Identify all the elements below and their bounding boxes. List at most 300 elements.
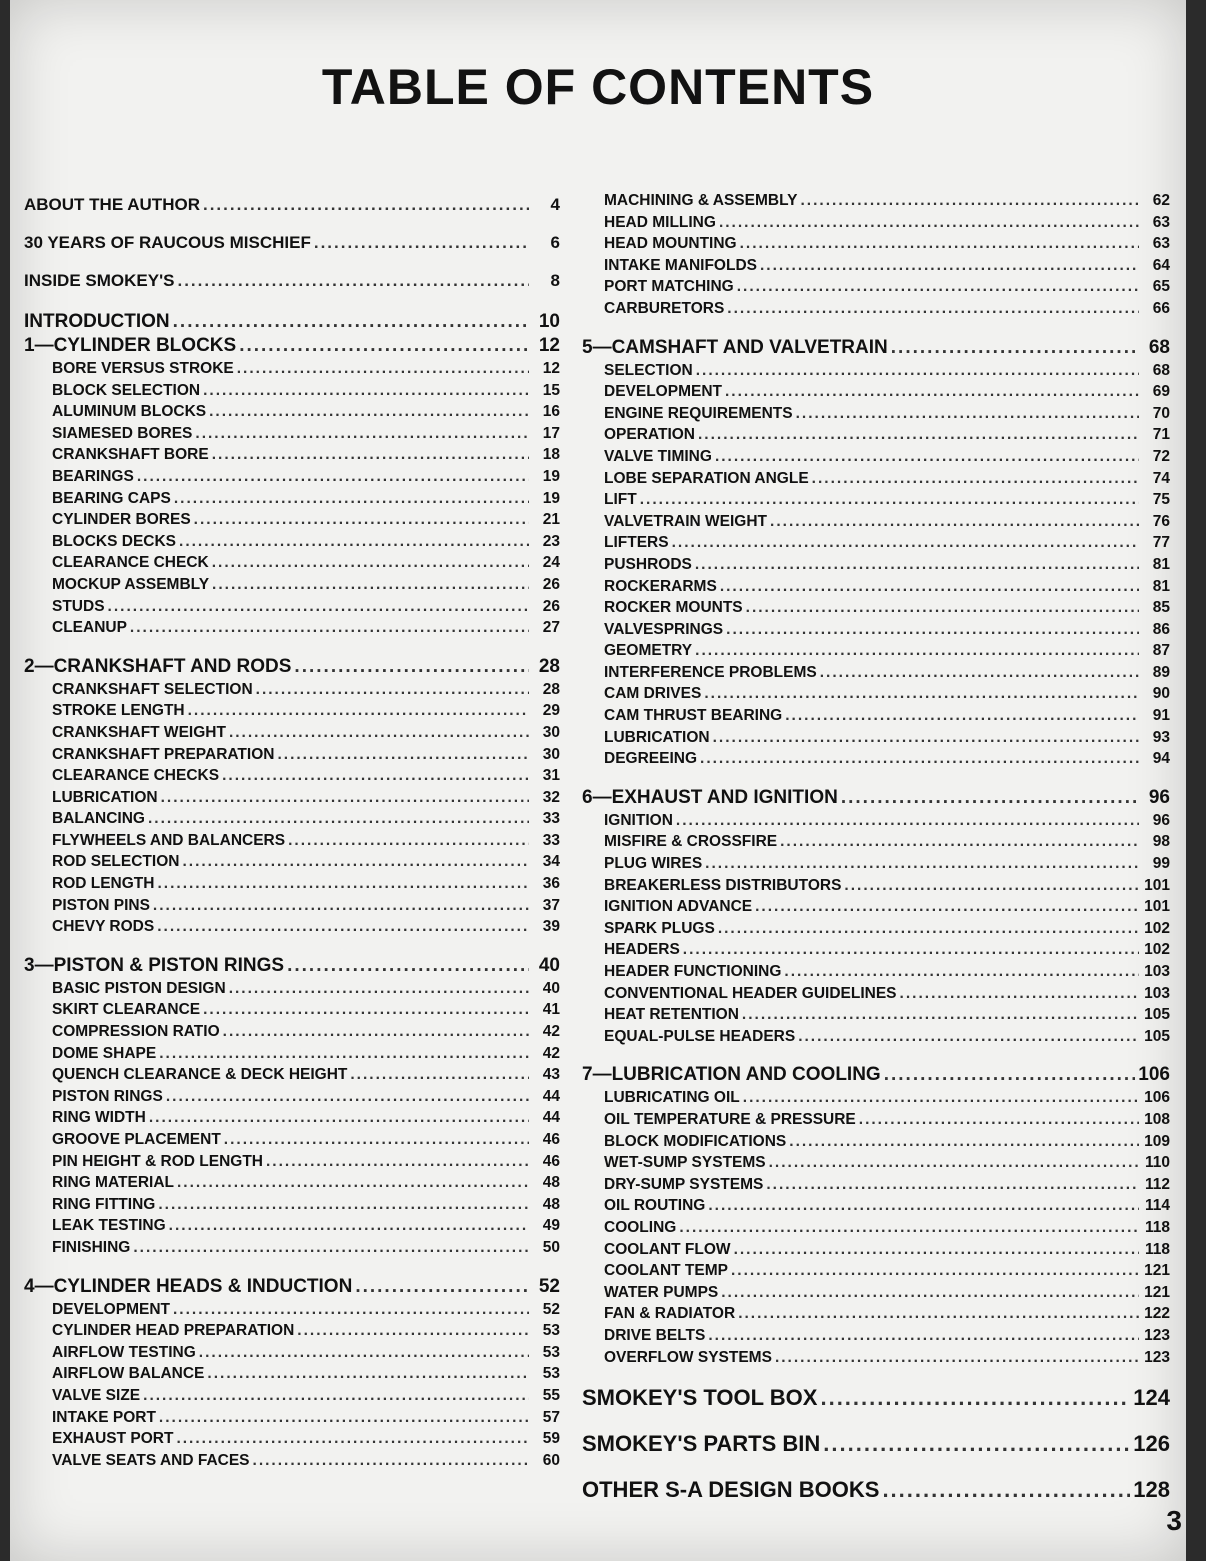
toc-entry-label: RING MATERIAL [52,1174,174,1192]
toc-entry [24,596,560,618]
toc-entry [582,961,1170,983]
toc-entry-page: 70 [1152,404,1170,422]
toc-entry-label: AIRFLOW BALANCE [52,1365,205,1383]
toc-entry-page: 4 [550,195,560,214]
toc-entry-page: 40 [542,979,560,997]
toc-entry [582,1063,1170,1087]
toc-entry-page: 42 [542,1023,560,1041]
toc-entry [24,700,560,722]
toc-entry-label: COOLANT TEMP [604,1262,728,1280]
toc-entry [582,381,1170,403]
dot-leader [672,532,1139,554]
toc-entry-page: 42 [542,1044,560,1062]
toc-entry-page: 75 [1152,491,1170,509]
toc-entry-label: GEOMETRY [604,642,693,660]
dot-leader [820,662,1139,684]
toc-entry-page: 110 [1144,1154,1170,1172]
toc-entry [24,1151,560,1173]
toc-entry-label: MOCKUP ASSEMBLY [52,575,210,593]
dot-leader [177,268,529,294]
dot-leader [679,1217,1139,1239]
toc-entry-page: 106 [1138,1064,1170,1086]
toc-entry-label: CYLINDER BORES [52,511,191,529]
page-title: TABLE OF CONTENTS [321,59,875,115]
dot-leader [203,999,529,1021]
toc-entry [24,1342,560,1364]
toc-entry-page: 6 [550,233,560,252]
toc-entry-page: 77 [1152,534,1170,552]
toc-entry-label: BALANCING [52,810,145,828]
toc-entry-label: ENGINE REQUIREMENTS [604,404,793,422]
toc-entry-label: HEAD MILLING [604,213,716,231]
toc-entry-label: INTAKE PORT [52,1408,156,1426]
toc-entry-label: RING WIDTH [52,1109,146,1127]
dot-leader [725,381,1139,403]
toc-entry [24,1237,560,1259]
toc-entry-page: 46 [542,1131,560,1148]
dot-leader [760,255,1139,277]
toc-entry-label: STUDS [52,597,105,615]
dot-leader [718,918,1139,940]
toc-entry-page: 31 [542,767,560,785]
toc-entry [24,1172,560,1194]
toc-entry-label: 1—CYLINDER BLOCKS [24,335,237,356]
toc-entry-label: COOLANT FLOW [604,1240,731,1258]
toc-entry-label: BLOCKS DECKS [52,532,177,550]
toc-entry [24,999,560,1021]
toc-entry-label: LOBE SEPARATION ANGLE [604,469,809,487]
dot-leader [695,640,1139,662]
toc-entry-label: DEGREEING [604,750,698,768]
toc-entry [24,423,560,445]
dot-leader [798,1026,1139,1048]
toc-entry-page: 74 [1152,469,1170,487]
toc-entry [582,983,1170,1005]
toc-entry-label: PUSHRODS [604,555,692,573]
dot-leader [166,1086,529,1108]
toc-entry [24,808,560,830]
toc-entry [24,1107,560,1129]
toc-entry [582,1384,1170,1412]
toc-entry [24,1363,560,1385]
page-number: 3 [1166,1505,1182,1536]
toc-entry-label: DRY-SUMP SYSTEMS [604,1175,764,1193]
toc-entry-label: BREAKERLESS DISTRIBUTORS [604,876,842,894]
dot-leader [176,1428,529,1450]
toc-entry-page: 68 [1152,361,1170,379]
toc-entry-page: 43 [542,1066,560,1084]
toc-entry-label: HEAD MOUNTING [604,235,737,253]
toc-entry [582,1325,1170,1347]
toc-entry-label: INTAKE MANIFOLDS [604,256,757,274]
toc-entry-label: STROKE LENGTH [52,702,185,720]
toc-entry [582,1195,1170,1217]
toc-entry-label: LEAK TESTING [52,1217,166,1235]
toc-entry-label: CRANKSHAFT BORE [52,446,209,464]
toc-entry-label: VALVETRAIN WEIGHT [604,512,768,530]
toc-entry-label: PLUG WIRES [604,855,703,873]
dot-leader [173,310,529,334]
toc-entry-label: FLYWHEELS AND BALANCERS [52,831,286,849]
toc-entry-label: DRIVE BELTS [604,1326,706,1344]
dot-leader [287,954,529,978]
toc-entry-label: OIL ROUTING [604,1197,706,1215]
dot-leader [149,1107,529,1129]
toc-entry-label: CRANKSHAFT WEIGHT [52,723,226,741]
toc-entry [582,1282,1170,1304]
toc-entry-label: INTERFERENCE PROBLEMS [604,663,817,681]
toc-entry-page: 103 [1144,984,1170,1002]
dot-leader [884,1063,1136,1087]
dot-leader [721,1282,1139,1304]
toc-entry-label: ALUMINUM BLOCKS [52,403,207,421]
toc-entry [24,1407,560,1429]
dot-leader [731,1260,1139,1282]
toc-entry-label: VALVE SIZE [52,1386,141,1404]
toc-entry [24,851,560,873]
dot-leader [800,190,1139,212]
toc-entry-label: GROOVE PLACEMENT [52,1131,221,1148]
toc-entry [582,1087,1170,1109]
toc-entry [24,722,560,744]
toc-entry [24,617,560,639]
toc-entry [582,1152,1170,1174]
toc-entry-page: 17 [542,424,560,442]
toc-entry [24,380,560,402]
dot-leader [224,1129,529,1151]
toc-entry-label: MISFIRE & CROSSFIRE [604,833,778,851]
toc-entry [582,576,1170,598]
dot-leader [182,851,529,873]
toc-entry-label: OTHER S-A DESIGN BOOKS [582,1477,880,1503]
toc-entry [24,552,560,574]
toc-entry-page: 33 [542,810,560,828]
toc-entry-page: 85 [1152,599,1170,617]
dot-leader [194,509,529,531]
toc-entry-page: 46 [542,1152,560,1170]
toc-section [24,655,560,938]
dot-leader [179,531,529,553]
toc-entry-page: 29 [542,702,560,720]
toc-entry [582,619,1170,641]
toc-entry [582,1476,1170,1504]
toc-entry-page: 62 [1152,192,1170,209]
toc-entry [582,403,1170,425]
dot-leader [153,895,529,917]
dot-leader [133,1237,529,1259]
toc-entry [24,401,560,423]
toc-entry-page: 28 [542,680,560,698]
dot-leader [823,1430,1130,1458]
dot-leader [708,1195,1139,1217]
toc-entry-page: 41 [542,1001,560,1019]
dot-leader [174,488,529,510]
toc-entry [24,916,560,938]
toc-entry-page: 106 [1144,1089,1170,1107]
toc-entry-label: CLEARANCE CHECKS [52,767,220,785]
dot-leader [734,1239,1139,1261]
dot-leader [169,1215,529,1237]
toc-entry-label: COMPRESSION RATIO [52,1023,220,1041]
toc-entry-label: SIAMESED BORES [52,424,193,442]
toc-section [582,1063,1170,1368]
toc-entry-label: CONVENTIONAL HEADER GUIDELINES [604,984,897,1002]
toc-entry-page: 86 [1152,620,1170,638]
toc-entry [24,1064,560,1086]
toc-entry [24,230,560,256]
toc-entry [24,488,560,510]
dot-leader [350,1064,529,1086]
toc-entry-page: 87 [1152,642,1170,660]
toc-entry [582,896,1170,918]
toc-section [24,192,560,294]
toc-entry [582,212,1170,234]
dot-leader [755,896,1139,918]
dot-leader [780,831,1139,853]
toc-entry-page: 112 [1144,1175,1170,1193]
toc-entry-page: 37 [542,896,560,914]
dot-leader [173,1299,529,1321]
toc-entry-label: VALVE SEATS AND FACES [52,1451,250,1469]
toc-entry-label: PISTON RINGS [52,1087,163,1105]
toc-entry [24,358,560,380]
toc-entry-page: 114 [1144,1197,1170,1215]
dot-leader [158,1194,529,1216]
toc-entry [24,765,560,787]
toc-entry-page: 98 [1152,833,1170,851]
dot-leader [737,276,1139,298]
dot-leader [676,810,1139,832]
toc-entry-page: 44 [542,1109,560,1127]
toc-entry [24,679,560,701]
toc-entry-page: 121 [1144,1283,1170,1301]
toc-entry [582,918,1170,940]
dot-leader [708,1325,1139,1347]
toc-entry-label: VALVE TIMING [604,447,712,465]
dot-leader [199,1342,529,1364]
toc-entry-label: INSIDE SMOKEY'S [24,271,175,290]
book-page [10,0,1186,1561]
toc-section [24,1275,560,1472]
toc-section [582,1384,1170,1504]
toc-entry [582,190,1170,212]
toc-entry [582,298,1170,320]
dot-leader [209,401,529,423]
toc-entry-page: 30 [542,723,560,741]
toc-entry [582,255,1170,277]
toc-entry [582,705,1170,727]
toc-entry-page: 24 [542,554,560,572]
toc-entry [24,1215,560,1237]
toc-entry-page: 96 [1152,811,1170,829]
dot-leader [789,1131,1139,1153]
toc-entry-label: HEAT RETENTION [604,1006,739,1024]
dot-leader [195,423,529,445]
toc-entry [582,1303,1170,1325]
dot-leader [844,875,1139,897]
dot-leader [157,916,529,938]
toc-entry-label: SELECTION [604,361,693,379]
toc-entry-page: 19 [542,467,560,485]
dot-leader [161,787,529,809]
toc-entry-label: OPERATION [604,426,695,444]
toc-entry-page: 63 [1152,213,1170,231]
toc-entry-label: INTRODUCTION [24,311,170,332]
toc-entry [24,895,560,917]
toc-entry-page: 124 [1133,1385,1170,1411]
toc-entry-page: 108 [1144,1110,1170,1128]
toc-entry [24,1086,560,1108]
toc-entry-page: 99 [1152,855,1170,873]
toc-entry [582,554,1170,576]
toc-entry-page: 26 [542,575,560,593]
toc-entry-label: HEADERS [604,941,680,959]
toc-entry [24,1320,560,1342]
toc-entry-page: 105 [1144,1006,1170,1024]
toc-entry [582,276,1170,298]
toc-entry-page: 72 [1152,447,1170,465]
dot-leader [203,380,529,402]
toc-entry [24,1021,560,1043]
toc-entry [582,1131,1170,1153]
toc-entry-page: 39 [542,918,560,936]
toc-section [24,954,560,1259]
toc-entry [24,1129,560,1151]
toc-entry-page: 57 [542,1408,560,1426]
dot-leader [882,1476,1130,1504]
toc-entry-label: 6—EXHAUST AND IGNITION [582,786,838,808]
toc-section [582,190,1170,320]
toc-entry [582,853,1170,875]
toc-entry-label: SKIRT CLEARANCE [52,1001,201,1019]
toc-entry-page: 50 [542,1238,560,1256]
dot-leader [229,722,529,744]
dot-leader [891,336,1139,360]
toc-entry-page: 94 [1152,750,1170,768]
toc-entry [24,1385,560,1407]
toc-entry [582,683,1170,705]
toc-entry-page: 96 [1148,786,1170,808]
toc-entry-page: 123 [1144,1348,1170,1366]
toc-entry [24,531,560,553]
toc-entry-page: 49 [542,1217,560,1235]
dot-leader [137,466,529,488]
toc-entry-page: 55 [542,1386,560,1404]
toc-entry-label: SMOKEY'S TOOL BOX [582,1385,818,1411]
toc-entry-label: CRANKSHAFT PREPARATION [52,745,275,763]
toc-entry-label: 5—CAMSHAFT AND VALVETRAIN [582,336,888,358]
toc-entry-label: SPARK PLUGS [604,919,715,937]
toc-entry [582,1026,1170,1048]
dot-leader [696,360,1139,382]
toc-entry-label: EXHAUST PORT [52,1430,174,1448]
dot-leader [698,424,1139,446]
toc-entry-label: AIRFLOW TESTING [52,1343,196,1361]
dot-leader [239,334,529,358]
toc-entry-page: 66 [1152,299,1170,317]
toc-entry [24,1428,560,1450]
toc-entry-label: WET-SUMP SYSTEMS [604,1154,766,1172]
toc-entry-page: 36 [542,875,560,893]
toc-entry [24,787,560,809]
dot-leader [746,597,1139,619]
toc-entry [582,1347,1170,1369]
dot-leader [704,683,1139,705]
toc-entry [582,810,1170,832]
toc-entry-label: OIL TEMPERATURE & PRESSURE [604,1110,856,1128]
toc-entry [24,466,560,488]
toc-entry [582,1004,1170,1026]
dot-leader [157,873,529,895]
toc-entry-label: LIFTERS [604,534,669,552]
toc-entry [24,873,560,895]
dot-leader [726,619,1139,641]
toc-entry-page: 105 [1144,1027,1170,1045]
dot-leader [108,596,529,618]
toc-entry-label: LIFT [604,491,637,509]
toc-left-column [24,192,560,1487]
toc-entry [24,574,560,596]
toc-entry-page: 48 [542,1174,560,1192]
dot-leader [740,233,1139,255]
toc-entry-label: SMOKEY'S PARTS BIN [582,1431,821,1457]
toc-entry-label: LUBRICATING OIL [604,1089,740,1107]
dot-leader [695,554,1139,576]
toc-entry-page: 91 [1152,707,1170,725]
toc-entry-label: CAM THRUST BEARING [604,707,783,725]
dot-leader [297,1320,529,1342]
toc-entry [582,336,1170,360]
toc-entry-page: 109 [1144,1132,1170,1150]
toc-entry-label: BLOCK SELECTION [52,381,201,399]
toc-entry-label: BORE VERSUS STROKE [52,360,234,377]
dot-leader [229,978,529,1000]
toc-entry-label: BEARING CAPS [52,489,171,507]
dot-leader [159,1407,529,1429]
dot-leader [900,983,1139,1005]
dot-leader [820,1384,1130,1412]
toc-entry-label: IGNITION ADVANCE [604,898,753,916]
toc-entry-label: PIN HEIGHT & ROD LENGTH [52,1152,263,1170]
toc-entry [582,875,1170,897]
toc-entry-label: 4—CYLINDER HEADS & INDUCTION [24,1275,353,1297]
dot-leader [715,446,1139,468]
dot-leader [222,765,529,787]
toc-entry-label: MACHINING & ASSEMBLY [604,192,798,209]
dot-leader [859,1109,1139,1131]
toc-entry-page: 63 [1152,235,1170,253]
toc-entry-label: ROD LENGTH [52,875,155,893]
toc-entry-page: 60 [542,1451,560,1469]
toc-entry-page: 53 [542,1343,560,1361]
dot-leader [769,1152,1139,1174]
toc-entry-label: OVERFLOW SYSTEMS [604,1348,772,1366]
toc-entry-page: 15 [542,381,560,399]
dot-leader [266,1151,529,1173]
toc-entry-label: VALVESPRINGS [604,620,724,638]
toc-entry [582,939,1170,961]
dot-leader [713,727,1139,749]
toc-entry-label: DOME SHAPE [52,1044,157,1062]
dot-leader [212,552,529,574]
dot-leader [784,961,1139,983]
toc-entry [582,727,1170,749]
toc-entry-label: DEVELOPMENT [604,383,722,401]
toc-entry-page: 52 [542,1300,560,1318]
toc-entry-label: PISTON PINS [52,896,150,914]
toc-entry-label: WATER PUMPS [604,1283,719,1301]
toc-entry [582,468,1170,490]
